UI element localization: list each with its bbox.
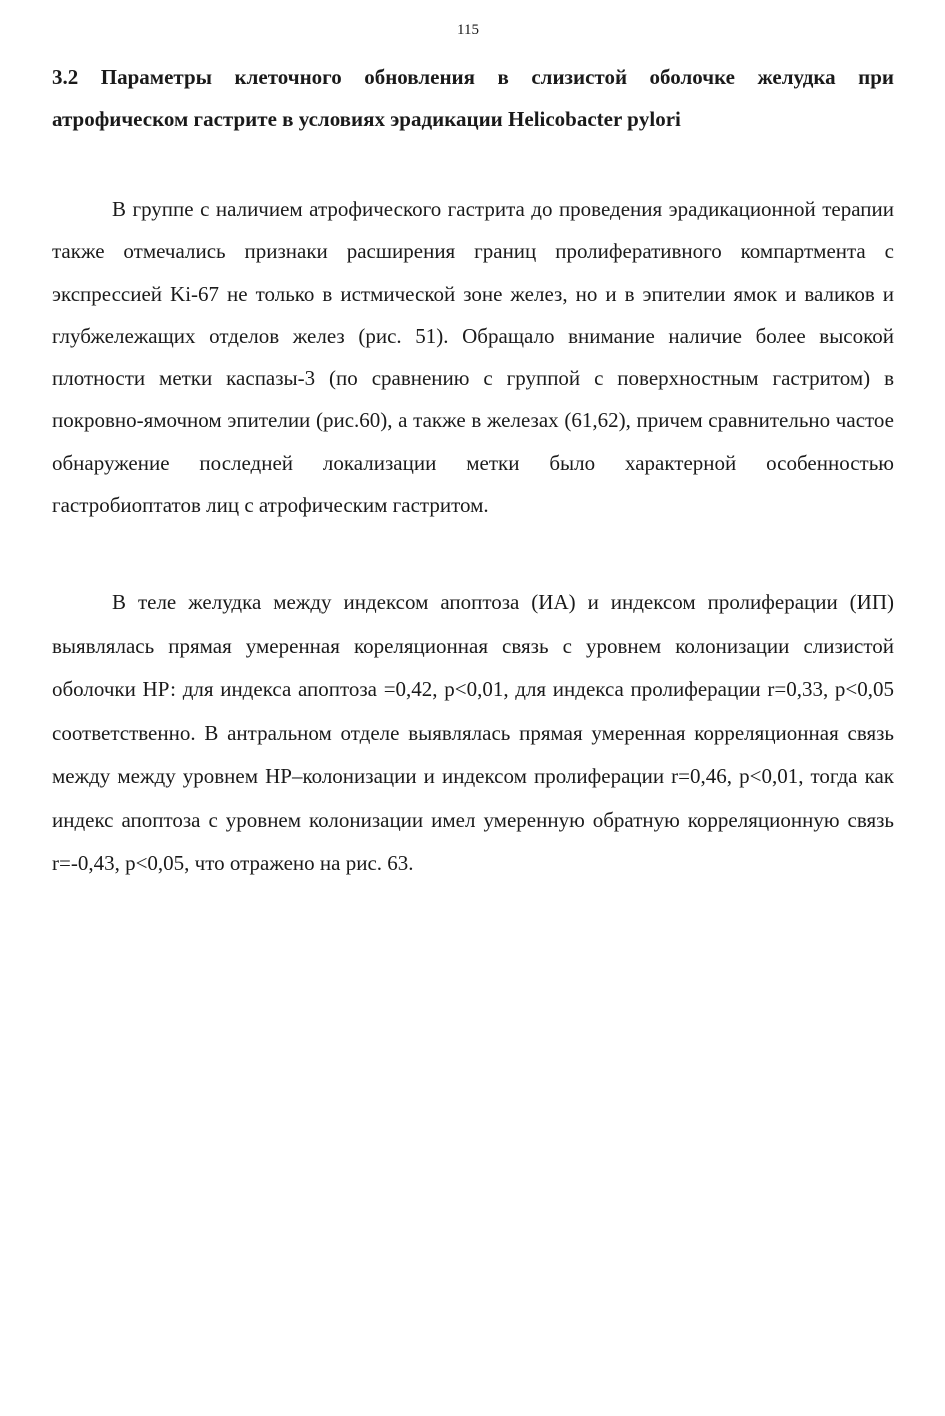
page-number: 115 (457, 22, 479, 38)
section-heading: 3.2 Параметры клеточного обновления в слизистой оболочке желудка при атрофическом гастрите в условиях эрадикации Helicobacter pylori (52, 65, 894, 131)
body-paragraph-2: В теле желудка между индексом апоптоза (ИА) и индексом пролиферации (ИП) выявлялась прямая умеренная кореляционная связь с уровнем колонизации слизистой оболочки НР: для индекса апоптоза =0,42, p<0,01, для индекса пролиферации r=0,33, p<0,05 соответственно. В антральном отделе выявлялась прямая умеренная корреляционная связь между между уровнем НР–колонизации и индексом пролиферации r=0,46, p<0,01, тогда как индекс апоптоза с уровнем колонизации имел умеренную обратную корреляционную связь r=-0,43, p<0,05, что отражено на рис. 63. (52, 590, 894, 875)
body-paragraph-1: В группе с наличием атрофического гастрита до проведения эрадикационной терапии также отмечались признаки расширения границ пролиферативного компартмента с экспрессией Ki-67 не только в истмической зоне желез, но и в эпителии ямок и валиков и глубжележащих отделов желез (рис. 51). Обращало внимание наличие более высокой плотности метки каспазы-3 (по сравнению с группой с поверхностным гастритом) в покровно-ямочном эпителии (рис.60), а также в железах (61,62), причем сравнительно частое обнаружение последней локализации метки было характерной особенностью гастробиоптатов лиц с атрофическим гастритом. (52, 197, 894, 518)
